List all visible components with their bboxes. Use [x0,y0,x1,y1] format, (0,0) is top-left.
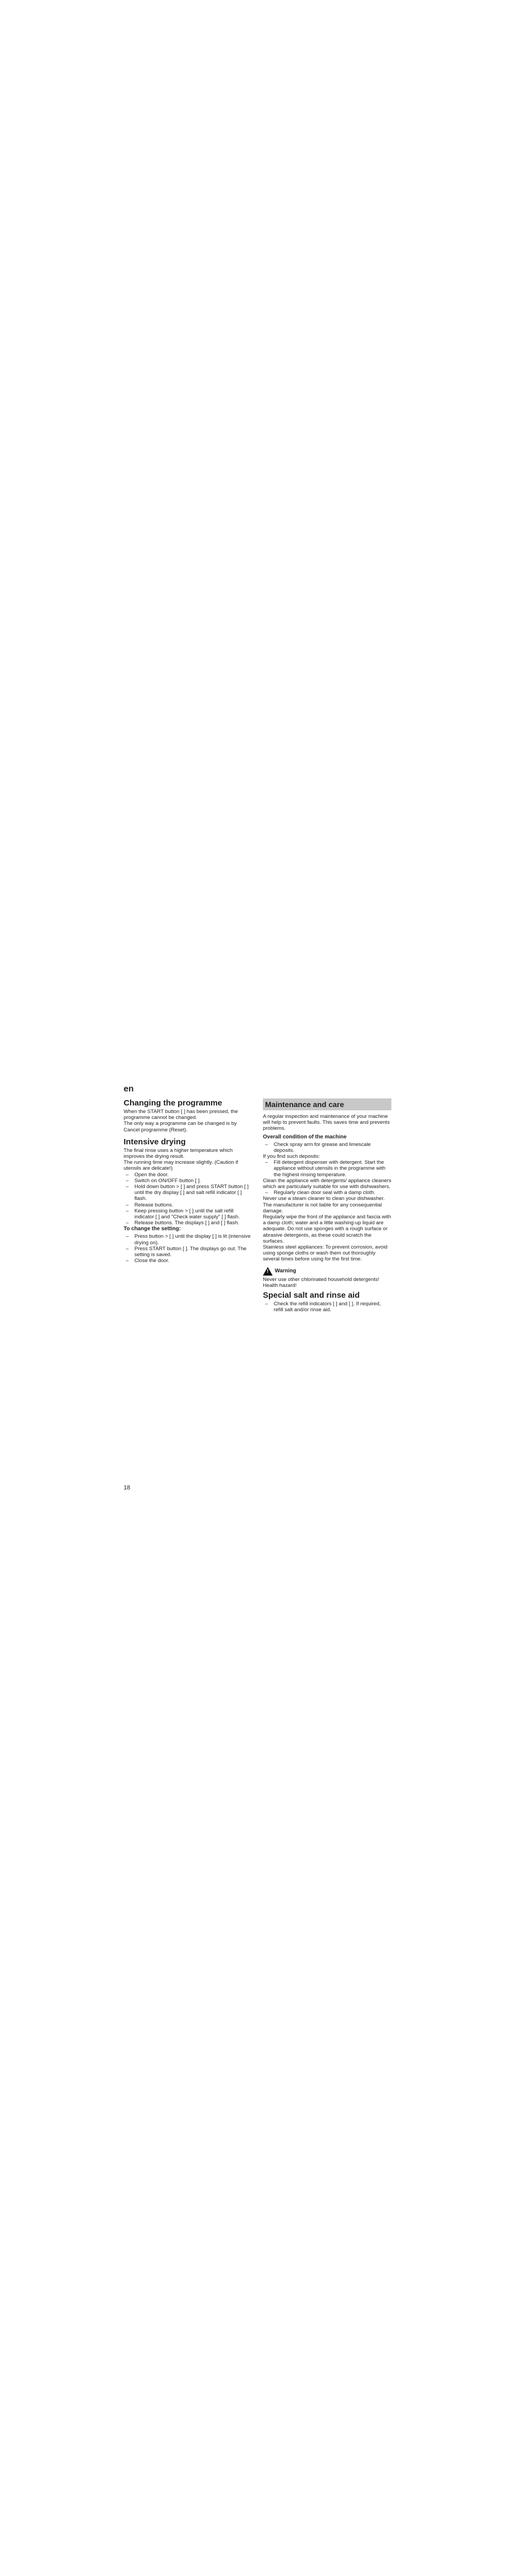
list-item: – Check spray arm for grease and limescale deposits. [263,1142,391,1154]
warning-icon: ! [263,1267,273,1276]
list-item: – Check the refill indicators [ ] and [ ]. If required, refill salt and/or rinse aid. [263,1301,391,1313]
list-item: – Release buttons. The displays [ ] and [ ] flash. [124,1220,252,1226]
list-item: – Fill detergent dispenser with detergent. Start the appliance without utensils in the programme with the highest rinsing temperature. [263,1159,391,1178]
overall-steps-list [263,1142,391,1154]
changing-paragraph-2: The only way a programme can be changed is by Cancel programme (Reset). [124,1121,237,1133]
intensive-drying-heading: Intensive drying [124,1137,186,1147]
list-item: – Press button > [ ] until the display [ ] is lit (intensive drying on). [124,1233,252,1245]
list-item: – Regularly clean door seal with a damp cloth. [263,1190,391,1196]
door-steps-list [263,1190,391,1196]
intensive-paragraph-1: The final rinse uses a higher temperature which improves the drying result. [124,1147,233,1160]
intensive-steps-list [124,1172,252,1226]
maintenance-heading: Maintenance and care [265,1100,344,1109]
left-column [124,1098,252,1264]
list-item: – Switch on ON/OFF button [ ]. [124,1178,252,1184]
fill-steps-list [263,1159,391,1178]
front-paragraph: Regularly wipe the front of the appliance and fascia with a damp cloth; water and a little washing-up liquid are adequate. Do not use sponges with a rough surface or abrasive detergents, as these could scratch the surfaces. [263,1214,391,1244]
if-found-text: If you find such deposits: [263,1154,320,1160]
page-number: 18 [124,1485,131,1491]
stainless-paragraph: Stainless steel appliances: To prevent corrosion, avoid using sponge cloths or wash them out thoroughly several times before using for the first time. [263,1244,388,1263]
list-item: – Open the door. [124,1172,252,1178]
maintenance-paragraph: A regular inspection and maintenance of your machine will help to prevent faults. This saves time and prevents problems. [263,1114,390,1132]
list-item: – Hold down button > [ ] and press START button [ ] until the dry display [ ] and salt refill indicator [ ] flash. [124,1184,252,1202]
steam-paragraph: Never use a steam cleaner to clean your dishwasher. The manufacturer is not liable for any consequential damage. [263,1196,385,1214]
changing-paragraph-1: When the START button [ ] has been pressed, the programme cannot be changed. [124,1109,238,1121]
overall-condition-heading: Overall condition of the machine [263,1134,347,1140]
change-setting-list [124,1233,252,1264]
list-item: – Press START button [ ]. The displays go out. The setting is saved. [124,1246,252,1258]
language-code: en [124,1084,134,1094]
salt-steps-list [263,1301,391,1313]
list-item: – Close the door. [124,1258,252,1264]
maintenance-heading-bar [263,1098,391,1110]
list-item: – Keep pressing button > [ ] until the salt refill indicator [ ] and "Check water supply" [ ] flash. [124,1208,252,1220]
warning-row [263,1267,391,1276]
clean-paragraph: Clean the appliance with detergents/ appliance cleaners which are particularly suitable for use with dishwashers. [263,1177,391,1190]
warning-label: Warning [275,1268,296,1274]
intensive-paragraph-2: The running time may increase slightly. (Caution if utensils are delicate!) [124,1159,239,1172]
change-setting-heading: To change the setting: [124,1226,181,1232]
warning-paragraph: Never use other chlorinated household detergents! Health hazard! [263,1276,380,1289]
salt-rinse-heading: Special salt and rinse aid [263,1291,360,1300]
changing-programme-heading: Changing the programme [124,1098,222,1108]
list-item: – Release buttons. [124,1202,252,1208]
right-column [263,1098,391,1313]
